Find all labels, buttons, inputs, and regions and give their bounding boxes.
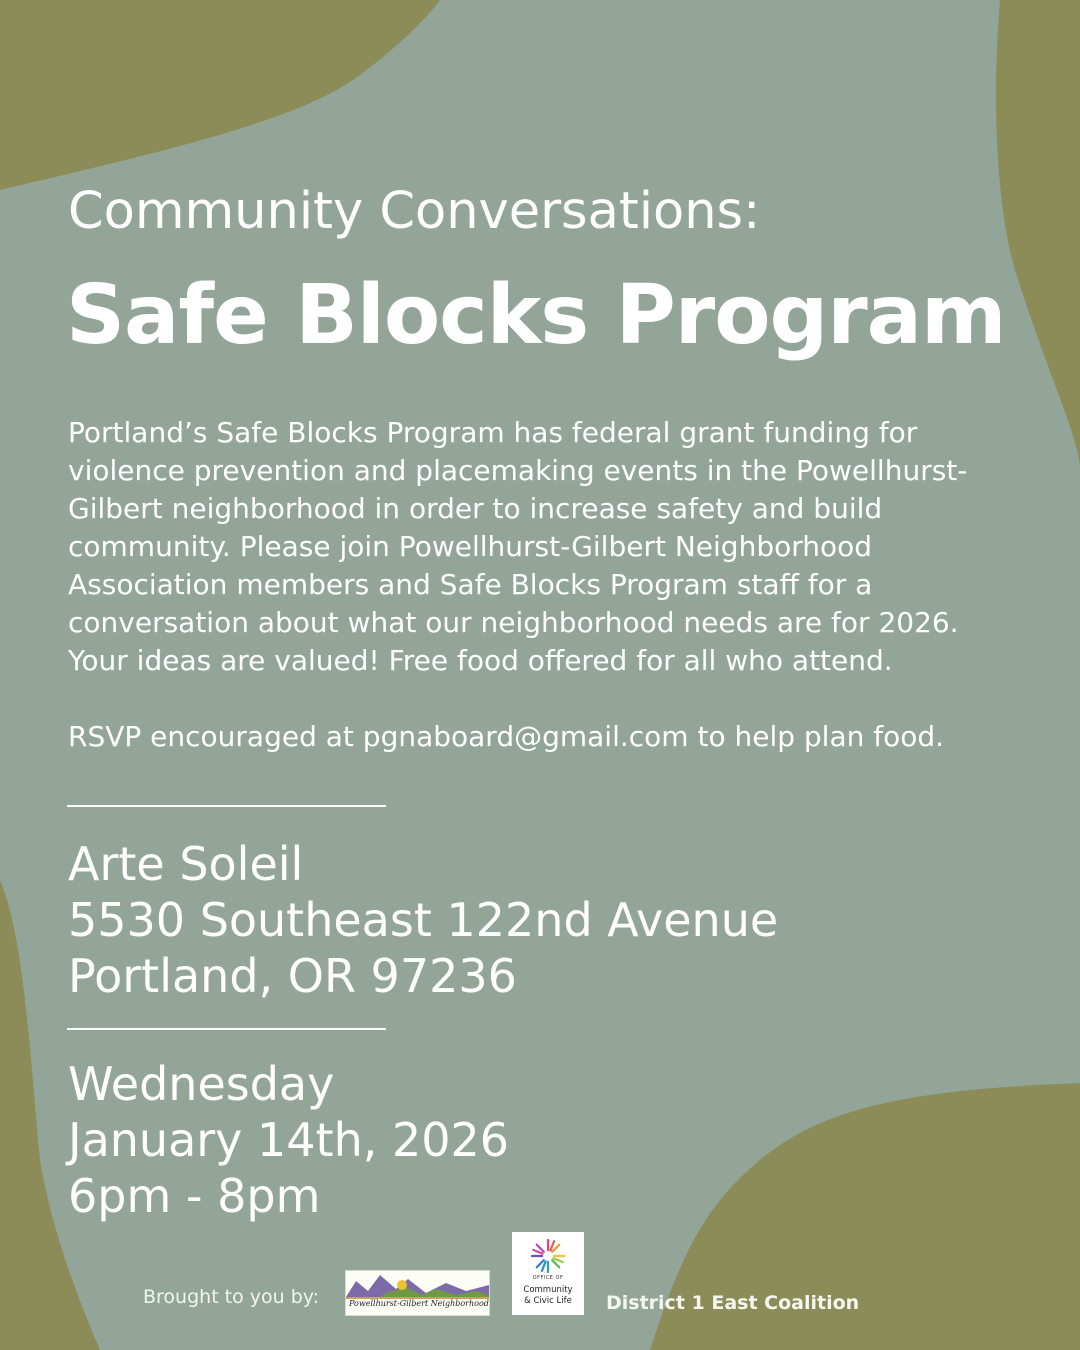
sponsors-bar xyxy=(0,1230,1080,1330)
location-block xyxy=(68,836,778,1004)
district-coalition-logo: District 1 East Coalition xyxy=(606,1292,860,1314)
venue-street: 5530 Southeast 122nd Avenue xyxy=(68,893,779,947)
venue-city: Portland, OR 97236 xyxy=(68,949,517,1003)
event-title: Safe Blocks Program xyxy=(66,268,1006,363)
mountain-landscape-icon xyxy=(346,1271,489,1315)
pg-logo-text: Powellhurst-Gilbert Neighborhood xyxy=(349,1299,489,1308)
description-line: Gilbert neighborhood in order to increase safety and build xyxy=(68,492,883,525)
venue-name: Arte Soleil xyxy=(68,837,304,891)
civic-logo-civic-life: & Civic Life xyxy=(524,1296,572,1306)
civic-life-logo xyxy=(512,1232,584,1315)
brought-to-you-label: Brought to you by: xyxy=(143,1286,320,1308)
description-line: Association members and Safe Blocks Program staff for a xyxy=(68,568,873,601)
event-day: Wednesday xyxy=(68,1057,335,1111)
divider-line xyxy=(67,805,386,807)
description-line: violence prevention and placemaking events in the Powellhurst- xyxy=(68,454,968,487)
schedule-block xyxy=(68,1056,509,1224)
description-line: community. Please join Powellhurst-Gilbert Neighborhood xyxy=(68,530,873,563)
description-line: Your ideas are valued! Free food offered for all who attend. xyxy=(68,644,893,677)
event-date: January 14th, 2026 xyxy=(68,1113,510,1167)
starburst-icon xyxy=(530,1238,566,1274)
event-subtitle: Community Conversations: xyxy=(68,182,761,241)
civic-logo-office: OFFICE OF xyxy=(532,1275,564,1281)
description-line: conversation about what our neighborhood needs are for 2026. xyxy=(68,606,959,639)
event-description xyxy=(68,414,1028,680)
powellhurst-gilbert-logo xyxy=(345,1270,490,1316)
event-time: 6pm - 8pm xyxy=(68,1169,321,1223)
description-line: Portland’s Safe Blocks Program has federal grant funding for xyxy=(68,416,918,449)
rsvp-text: RSVP encouraged at pgnaboard@gmail.com to help plan food. xyxy=(68,720,945,753)
civic-logo-community: Community xyxy=(523,1285,573,1295)
divider-line xyxy=(67,1028,386,1030)
